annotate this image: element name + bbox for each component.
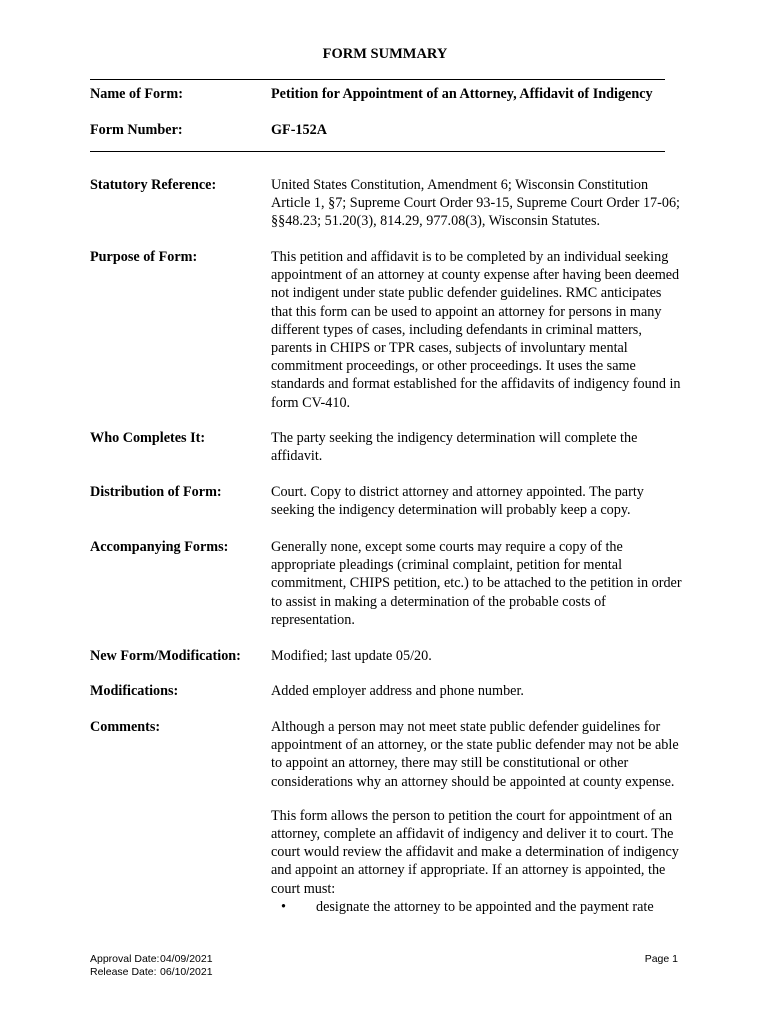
page-title: FORM SUMMARY bbox=[322, 46, 448, 62]
comments-paragraph-2: This form allows the person to petition the court for appointment of an attorney, complete an affidavit of indigency and deliver it to court. The court would review the affidavit and make a determination of indigency and appoint an attorney if appropriate. If an attorney is appointed, the court must: bbox=[271, 807, 679, 897]
approval-date-line bbox=[90, 953, 213, 966]
new-form-text: Modified; last update 05/20. bbox=[271, 648, 432, 664]
form-name-value: Petition for Appointment of an Attorney, Affidavit of Indigency bbox=[271, 86, 653, 102]
distribution-label: Distribution of Form: bbox=[90, 484, 222, 500]
comments-paragraph-1: Although a person may not meet state public defender guidelines for appointment of an attorney, or the state public defender may not be able to appoint an attorney, there may still be constitutional or other considerations why an attorney should be appointed at county expense. bbox=[271, 719, 679, 790]
form-number-value: GF-152A bbox=[271, 122, 327, 138]
modifications-label: Modifications: bbox=[90, 683, 179, 699]
who-completes-text: The party seeking the indigency determination will complete the affidavit. bbox=[271, 430, 638, 465]
release-date-value: 06/10/2021 bbox=[160, 966, 213, 978]
comments-body bbox=[271, 718, 693, 916]
approval-date-label: Approval Date: bbox=[90, 953, 160, 965]
statutory-reference-label: Statutory Reference: bbox=[90, 177, 217, 193]
distribution-text: Court. Copy to district attorney and attorney appointed. The party seeking the indigency determination will probably keep a copy. bbox=[271, 484, 644, 519]
accompanying-forms-text: Generally none, except some courts may require a copy of the appropriate pleadings (criminal complaint, petition for mental commitment, CHIPS petition, etc.) to be attached to the petition in order to assist in making a determination of the probable costs of representation. bbox=[271, 539, 682, 628]
bullet-glyph: • bbox=[281, 898, 286, 915]
accompanying-forms-label: Accompanying Forms: bbox=[90, 539, 229, 555]
release-date-line bbox=[90, 966, 213, 979]
release-date-label: Release Date: bbox=[90, 966, 157, 978]
statutory-reference-text: United States Constitution, Amendment 6; Wisconsin Constitution Article 1, §7; Supreme Court Order 93-15, Supreme Court Order 17-06; §§48.23; 51.20(3), 814.29, 977.08(3), Wisconsin Statutes. bbox=[271, 177, 680, 230]
purpose-text: This petition and affidavit is to be completed by an individual seeking appointment of an attorney at county expense after having been deemed not indigent under state public defender guidelines. RMC anticipates that this form can be used to appoint an attorney for persons in many different types of cases, including defendants in criminal matters, parents in CHIPS or TPR cases, subjects of involuntary mental commitment proceedings, or other proceedings. It uses the same standards and format established for the affidavits of indigency found in form CV-410. bbox=[271, 249, 681, 411]
footer-dates bbox=[90, 953, 213, 979]
approval-date-value: 04/09/2021 bbox=[160, 953, 213, 965]
form-name-label: Name of Form: bbox=[90, 86, 183, 102]
page-number: Page 1 bbox=[644, 953, 678, 965]
who-completes-label: Who Completes It: bbox=[90, 430, 206, 446]
modifications-text: Added employer address and phone number. bbox=[271, 683, 524, 699]
form-number-label: Form Number: bbox=[90, 122, 183, 138]
bullet-text: designate the attorney to be appointed and the payment rate bbox=[316, 898, 654, 915]
comments-bullet-item bbox=[271, 898, 693, 916]
header-divider bbox=[90, 151, 665, 152]
new-form-label: New Form/Modification: bbox=[90, 648, 241, 664]
comments-label: Comments: bbox=[90, 719, 161, 735]
purpose-label: Purpose of Form: bbox=[90, 249, 198, 265]
top-divider bbox=[90, 79, 665, 80]
